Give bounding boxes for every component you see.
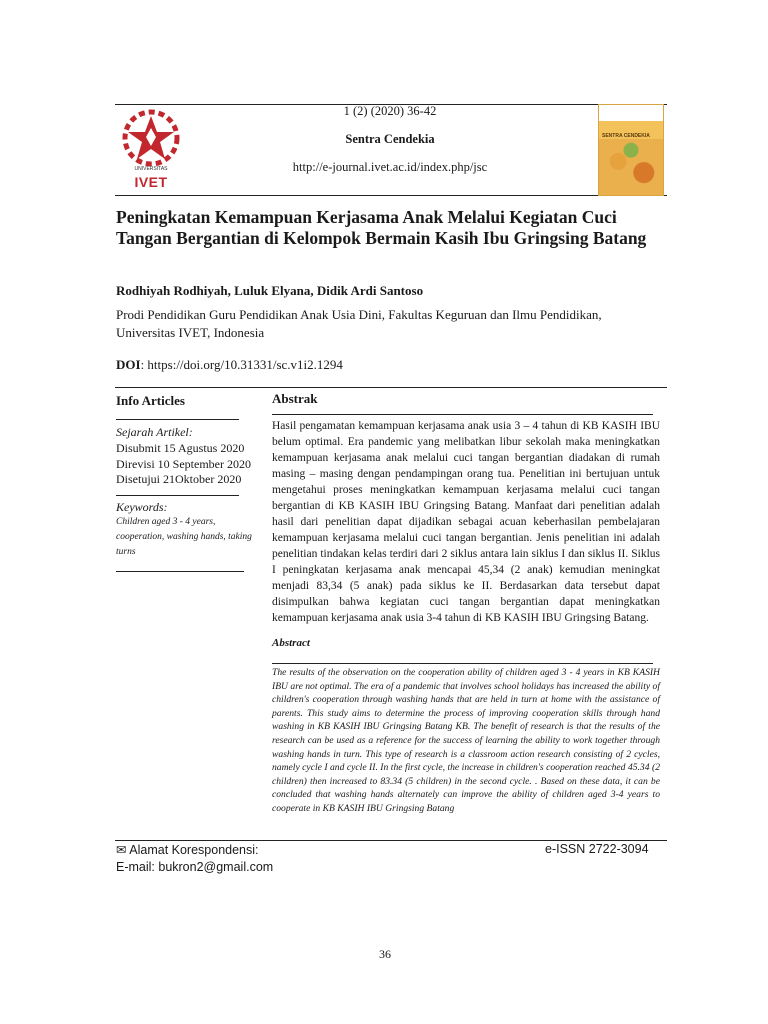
issn: e-ISSN 2722-3094 [545,842,649,856]
section-rule [115,387,667,388]
cover-band [599,105,663,121]
cover-illustration [599,139,663,195]
correspondence-label: ✉ Alamat Korespondensi: [116,843,259,857]
pentagon-star-emblem-icon [120,108,182,168]
history-label: Sejarah Artikel: [116,425,193,439]
cover-title: SENTRA CENDEKIA [602,133,650,139]
logo-caption: UNIVERSITAS [134,166,168,172]
info-rule-1 [116,419,239,420]
university-logo [120,108,182,192]
accepted-date: Disetujui 21Oktober 2020 [116,472,242,486]
keywords-list: Children aged 3 - 4 years, cooperation, washing hands, taking turns [116,517,252,557]
correspondence-email[interactable]: E-mail: bukron2@gmail.com [116,860,274,874]
page-number: 36 [379,947,391,961]
info-rule-2 [116,495,239,496]
header-bottom-rule [115,195,667,196]
doi-value: : https://doi.org/10.31331/sc.v1i2.1294 [140,357,343,372]
revised-date: Direvisi 10 September 2020 [116,457,251,471]
abstrak-rule [272,414,653,415]
journal-cover-image [598,104,664,196]
abstrak-text: Hasil pengamatan kemampuan kerjasama anak usia 3 – 4 tahun di KB KASIH IBU belum optimal. Era pandemic yang melibatkan libur sekolah maka meningkatkan kemampuan kerjasama anak melalui cuci tangan bergantian diadakan di rumah masing – masing dengan pendampingan orang tua. Penelitian ini bertujuan untuk mengetahui proses meningkatkan kemampuan kerjasama melalui cuci tangan bergantian di KB KASIH IBU Gringsing Batang. Manfaat dari penelitian adalah hasil dari penelitian dapat dijadikan sebagai acuan keberhasilan pembelajaran kemampuan kerjasama melalui cuci tangan bergantian. Jenis penelitian ini adalah penelitian tindakan kelas terdiri dari 2 siklus antara lain siklus I dan siklus II. Siklus I peningkatan kerjasama anak mencapai 45,34 (2 anak) kemudian meningkat menjadi 83,34 (5 anak) pada siklus ke II. Berdasarkan data tersebut dapat disimpulkan bahwa kegiatan cuci tangan bergantian dapat meningkatkan kemampuan kerjasama anak usia 3-4 tahun di KB KASIH IBU Gringsing Batang. [272,420,660,624]
journal-name: Sentra Cendekia [345,132,435,146]
submitted-date: Disubmit 15 Agustus 2020 [116,441,245,455]
keywords-label: Keywords: [116,500,168,514]
abstract-rule [272,663,653,664]
doi-label: DOI [116,357,141,372]
info-rule-3 [116,571,244,572]
journal-url[interactable]: http://e-journal.ivet.ac.id/index.php/jsc [292,160,488,174]
abstract-heading: Abstract [272,637,310,649]
journal-issue: 1 (2) (2020) 36-42 [343,104,437,118]
article-affiliation: Prodi Pendidikan Guru Pendidikan Anak Usia Dini, Fakultas Keguruan dan Ilmu Pendidikan, Universitas IVET, Indonesia [116,307,602,340]
correspondence-block [116,842,273,876]
article-title: Peningkatan Kemampuan Kerjasama Anak Melalui Kegiatan Cuci Tangan Bergantian di Kelompok Bermain Kasih Ibu Gringsing Batang [116,207,647,248]
abstract-text: The results of the observation on the cooperation ability of children aged 3 - 4 years in KB KASIH IBU are not optimal. The era of a pandemic that involves school holidays has increased the ability of children's cooperation through washing hands that are held in turn at home with the assistance of parents. This study aims to determine the process of improving cooperation skills through hand washing in KB KASIH IBU Gringsing Batang KB. The benefit of research is that the results of the research can be used as a reference for the success of learning the ability to work together through washing hands in turn. This type of research is a classroom action research consisting of 2 cycles, namely cycle I and cycle II. In the first cycle, the increase in children's cooperation reached 45.34 (2 children) then increased to 83.34 (5 children) in the second cycle. . Based on these data, it can be concluded that washing hands alternately can improve the ability of children aged 3-4 years to cooperate in KB KASIH IBU Gringsing Batang [272,667,660,814]
info-articles-heading: Info Articles [116,393,185,408]
article-authors: Rodhiyah Rodhiyah, Luluk Elyana, Didik Ardi Santoso [116,283,424,298]
footer-rule [115,840,667,841]
abstrak-heading: Abstrak [272,391,318,406]
article-doi[interactable] [116,357,343,373]
logo-wordmark: IVET [134,174,168,190]
